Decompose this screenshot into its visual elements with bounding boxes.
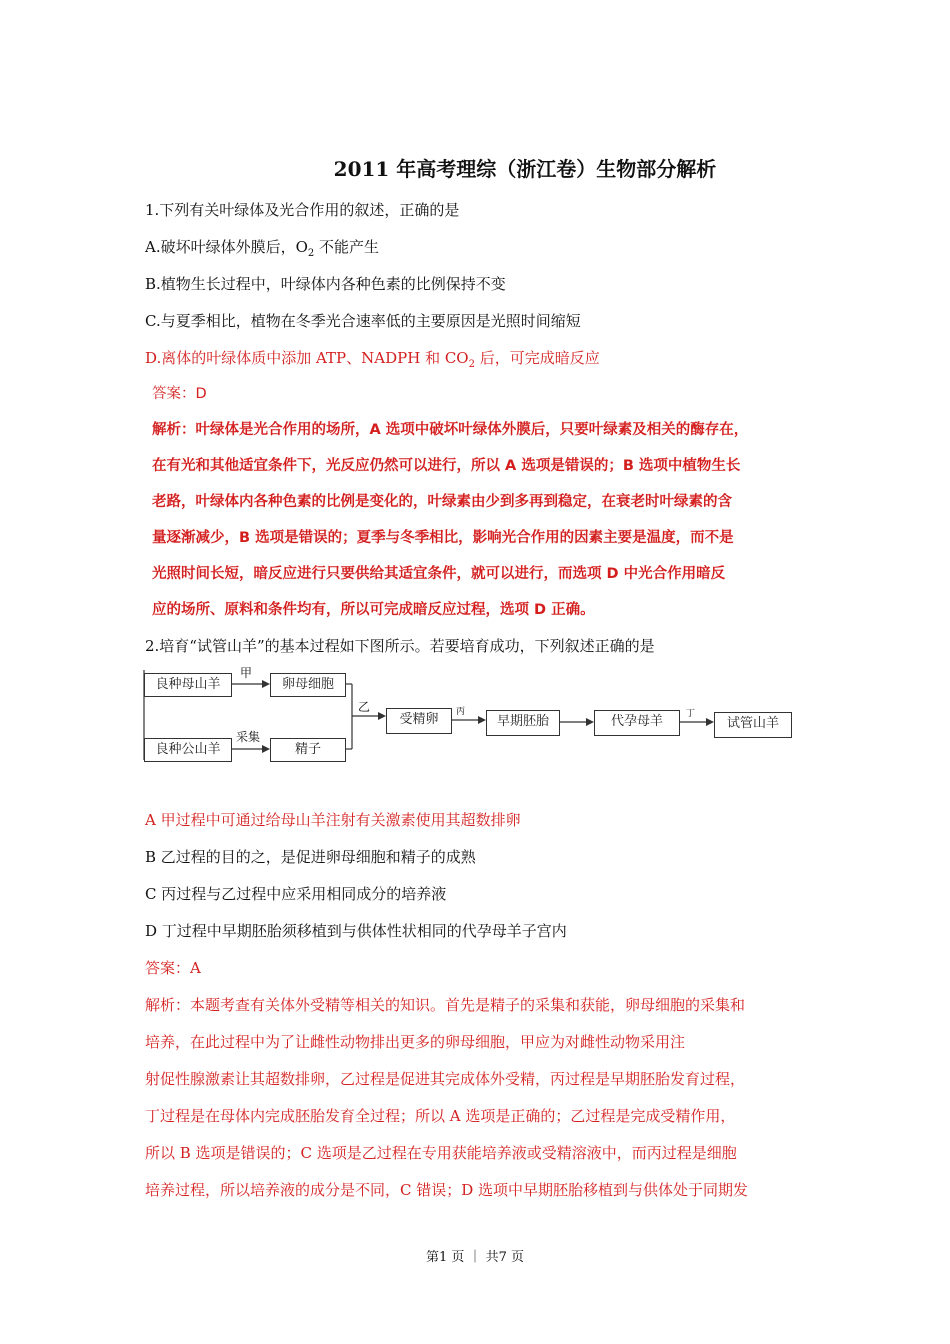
q2-option-b: B 乙过程的目的之，是促进卵母细胞和精子的成熟 <box>145 848 476 866</box>
goat-breeding-diagram <box>140 664 805 764</box>
label-bing: 丙 <box>456 707 466 717</box>
fertilized-egg-box: 受精卵 <box>386 708 452 734</box>
q1-analysis-line: 在有光和其他适宜条件下，光反应仍然可以进行，所以 A 选项是错误的；B 选项中植物生长 <box>152 458 741 474</box>
label-collect: 采集 <box>236 730 261 744</box>
oocyte-box: 卵母细胞 <box>270 673 346 697</box>
label-ding: 丁 <box>686 709 696 719</box>
q1-option-a: A.破坏叶绿体外膜后，$O_2$ 不能产生 <box>145 238 380 259</box>
q2-option-a: A 甲过程中可通过给母山羊注射有关激素使用其超数排卵 <box>145 811 521 829</box>
q2-option-d: D 丁过程中早期胚胎须移植到与供体性状相同的代孕母羊子宫内 <box>145 922 567 940</box>
q2-option-c: C 丙过程与乙过程中应采用相同成分的培养液 <box>145 885 447 903</box>
q1-analysis-line: 老路，叶绿体内各种色素的比例是变化的，叶绿素由少到多再到稳定，在衰老时叶绿素的含 <box>152 494 732 510</box>
q2-analysis-line: 射促性腺激素让其超数排卵，乙过程是促进其完成体外受精，丙过程是早期胚胎发育过程， <box>145 1070 746 1088</box>
female-goat-box: 良种母山羊 <box>144 673 232 697</box>
test-tube-goat-box: 试管山羊 <box>714 712 792 738</box>
q1-analysis-line: 量逐渐减少，B 选项是错误的；夏季与冬季相比，影响光合作用的因素主要是温度，而不是 <box>152 530 734 546</box>
q2-stem: 2.培育“试管山羊”的基本过程如下图所示。若要培育成功，下列叙述正确的是 <box>145 637 655 655</box>
surrogate-goat-box: 代孕母羊 <box>594 710 680 736</box>
q1-option-c: C.与夏季相比，植物在冬季光合速率低的主要原因是光照时间缩短 <box>145 312 581 330</box>
male-goat-box: 良种公山羊 <box>144 738 232 762</box>
document-title: 2011 年高考理综（浙江卷）生物部分解析 <box>333 157 717 181</box>
q1-analysis-line: 解析：叶绿体是光合作用的场所，A 选项中破坏叶绿体外膜后，只要叶绿素及相关的酶存在， <box>152 422 749 438</box>
q2-analysis-line: 丁过程是在母体内完成胚胎发育全过程；所以 A 选项是正确的；乙过程是完成受精作用， <box>145 1107 736 1125</box>
q1-option-b: B.植物生长过程中，叶绿体内各种色素的比例保持不变 <box>145 275 506 293</box>
sperm-box: 精子 <box>270 738 346 762</box>
page-footer: 第1 页 ｜ 共7 页 <box>425 1250 525 1265</box>
q2-analysis-line: 培养，在此过程中为了让雌性动物排出更多的卵母细胞，甲应为对雌性动物采用注 <box>145 1033 686 1051</box>
label-yi: 乙 <box>358 700 371 714</box>
q2-answer: 答案：A <box>145 959 201 977</box>
early-embryo-box: 早期胚胎 <box>486 710 560 736</box>
q1-analysis-line: 光照时间长短，暗反应进行只要供给其适宜条件，就可以进行，而选项 D 中光合作用暗反 <box>152 566 726 582</box>
q2-analysis-line: 解析：本题考查有关体外受精等相关的知识。首先是精子的采集和获能，卵母细胞的采集和 <box>145 996 746 1014</box>
q1-option-d: D.离体的叶绿体质中添加 ATP、NADPH 和 $CO_2$ 后，可完成暗反应 <box>145 349 600 370</box>
q1-analysis-line: 应的场所、原料和条件均有，所以可完成暗反应过程，选项 D 正确。 <box>152 602 595 618</box>
q2-analysis-line: 所以 B 选项是错误的；C 选项是乙过程在专用获能培养液或受精溶液中，而丙过程是细胞 <box>145 1144 737 1162</box>
q1-stem: 1.下列有关叶绿体及光合作用的叙述，正确的是 <box>145 201 460 219</box>
q2-analysis-line: 培养过程，所以培养液的成分是不同，C 错误；D 选项中早期胚胎移植到与供体处于同期发 <box>145 1181 749 1199</box>
label-jia: 甲 <box>240 666 253 680</box>
q1-answer: 答案：D <box>152 386 207 402</box>
